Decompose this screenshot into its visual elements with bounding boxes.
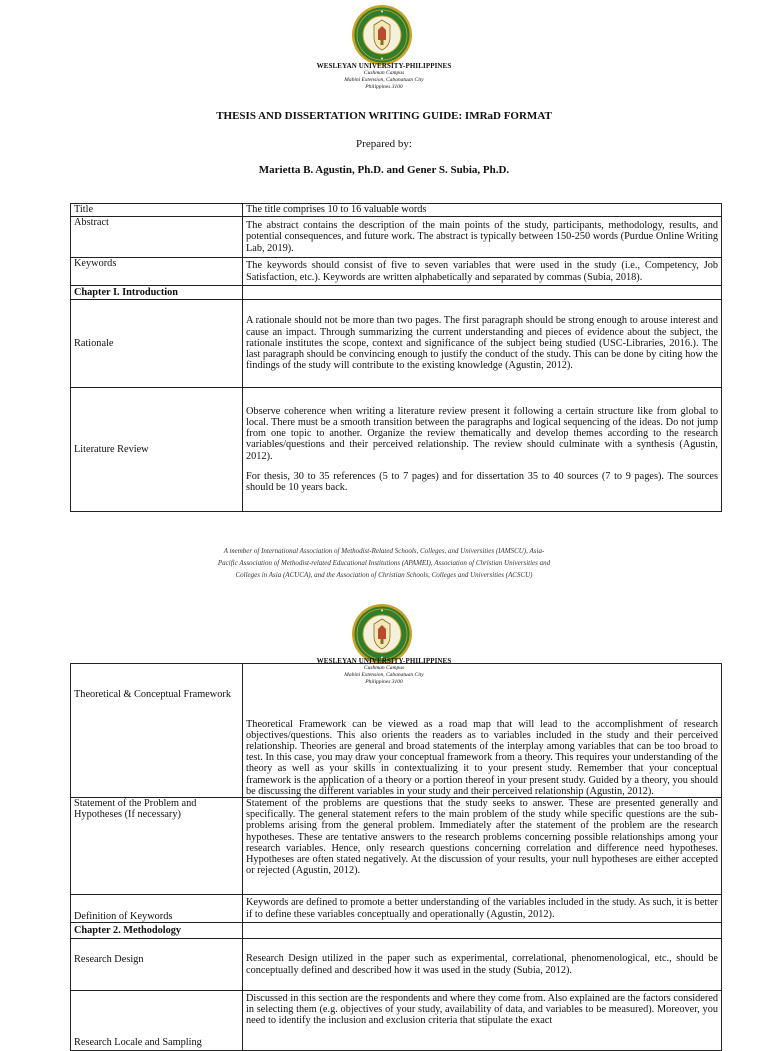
table-row (71, 204, 722, 217)
table-row (71, 300, 722, 388)
university-seal-icon (351, 4, 413, 66)
row-label: Keywords (71, 258, 243, 286)
chapter-heading: Chapter 2. Methodology (71, 923, 243, 939)
row-text: Theoretical Framework can be viewed as a road map that will lead to the accomplishment of research objectives/questions. This also orients the readers as to variables included in the study and their perceived relationship. Theories are general and broad statements of the interplay among variables that can be too broad to test. In this case, you may draw your conceptual framework from a theory. This requires your understanding of the theory as well as your skills in contextualizing it to your present study. Remember that your conceptual framework is the application of a theory or a portion thereof in your present study. Guided by a theory, you should be discussing the different variables in your study and their perceived relationship (Agustin, 2012). (243, 664, 722, 798)
row-text (243, 923, 722, 939)
table-row (71, 895, 722, 923)
page-gap (0, 590, 768, 600)
table-row (71, 923, 722, 939)
university-campus: Cushman Campus (363, 665, 405, 671)
table-row (71, 939, 722, 991)
row-text: Keywords are defined to promote a better understanding of the variables included in the study. As such, it is better if to define these variables conceptually and operationally (Agustin, 2012). (243, 895, 722, 923)
row-text: The title comprises 10 to 16 valuable words (243, 204, 722, 217)
membership-footer (0, 545, 768, 581)
university-address: Mabini Extension, Cabanatuan City (344, 77, 424, 83)
row-text: Discussed in this section are the respondents and where they come from. Also explained are the factors considered in selecting them (e.g. objectives of your study, availability of data, and variables to be measured). Moreover, you need to identify the inclusion and exclusion criteria that stipulate the exact (243, 991, 722, 1051)
row-text-secondary: For thesis, 30 to 35 references (5 to 7 pages) and for dissertation 35 to 40 sources (7 to 9 pages). The sources should be 10 years back. (246, 470, 718, 493)
row-label: Title (71, 204, 243, 217)
university-country: Philippines 3100 (365, 679, 403, 685)
chapter-heading: Chapter I. Introduction (71, 286, 243, 300)
row-label: Rationale (71, 300, 243, 388)
row-label: Theoretical & Conceptual Framework (71, 664, 243, 798)
university-name: WESLEYAN UNIVERSITY-PHILIPPINES (316, 62, 452, 70)
university-header (0, 62, 768, 91)
row-text: Research Design utilized in the paper such as experimental, correlational, phenomenological, etc., should be conceptually defined and described how it was used in the study (Subia, 2012). (243, 939, 722, 991)
table-row (71, 991, 722, 1051)
row-text: Statement of the problems are questions that the study seeks to answer. These are presented generally and specifically. The general statement refers to the main problem of the study while specific questions are the sub-problems arising from the general problem. Immediately after the statement of the problem are the research hypotheses. These are tentative answers to the research problems concerning possible relationships among your research variables. Hence, only research questions concerning correlation and difference need hypotheses. Hypotheses are often stated negatively. At the discussion of your results, your null hypotheses are either accepted or rejected (Agustin, 2012). (243, 798, 722, 895)
university-seal-icon (351, 603, 413, 665)
footer-line: Pacific Association of Methodist-related Educational Institutions (APAMEI), Association of Christian Universities and (217, 559, 551, 567)
university-country: Philippines 3100 (365, 84, 403, 90)
guide-table-page-1 (70, 203, 722, 512)
document-title: THESIS AND DISSERTATION WRITING GUIDE: IMRaD FORMAT (216, 110, 552, 122)
prepared-by: Prepared by: (356, 138, 412, 150)
table-row (71, 798, 722, 895)
table-row (71, 217, 722, 258)
table-row (71, 258, 722, 286)
footer-line: Colleges in Asia (ACUCA), and the Association of Christian Schools, Colleges and Universities (ACSCU) (235, 571, 533, 579)
row-label: Research Locale and Sampling (71, 991, 243, 1051)
row-text (243, 286, 722, 300)
table-row (71, 388, 722, 512)
row-label: Abstract (71, 217, 243, 258)
table-row (71, 664, 722, 798)
row-label: Literature Review (71, 388, 243, 512)
university-address: Mabini Extension, Cabanatuan City (344, 672, 424, 678)
row-text-block (243, 388, 722, 512)
table-row (71, 286, 722, 300)
row-text: The keywords should consist of five to seven variables that were used in the study (i.e., Competency, Job Satisfaction, etc.). Keywords are written alphabetically and separated by commas (Subia, 2018). (243, 258, 722, 286)
footer-line: A member of International Association of Methodist-Related Schools, Colleges, and Universities (IAMSCU), Asia- (223, 547, 545, 555)
document-page-2 (0, 600, 768, 1048)
row-text: A rationale should not be more than two pages. The first paragraph should be strong enough to arouse interest and cause an impact. Through summarizing the current understanding and pieces of evidence about the subject, the rationale institutes the scope, context and significance of the subject being studied (USC-Libraries, 2016.). The last paragraph should be convincing enough to justify the conduct of the study. This can be done by citing how the findings of the study will contribute to the existing knowledge (Agustin, 2012). (243, 300, 722, 388)
university-campus: Cushman Campus (363, 70, 405, 76)
row-text: The abstract contains the description of the main points of the study, participants, methodology, results, and potential consequences, and future work. The abstract is typically between 150-250 words (Purdue Online Writing Lab, 2019). (243, 217, 722, 258)
row-label: Research Design (71, 939, 243, 991)
document-authors: Marietta B. Agustin, Ph.D. and Gener S. Subia, Ph.D. (258, 164, 510, 176)
row-label: Statement of the Problem and Hypotheses (If necessary) (71, 798, 243, 895)
row-label: Definition of Keywords (71, 895, 243, 923)
university-name: WESLEYAN UNIVERSITY-PHILIPPINES (316, 657, 452, 665)
row-text: Observe coherence when writing a literature review present it following a certain structure like from global to local. There must be a smooth transition between the paragraphs and logical sequencing of the ideas. Do not jump from one topic to another. Organize the review thematically and develop themes according to the research variables/questions and their perceived relationship. The review should culminate with a synthesis (Agustin, 2012). (246, 405, 718, 462)
guide-table-page-2 (70, 663, 722, 1051)
